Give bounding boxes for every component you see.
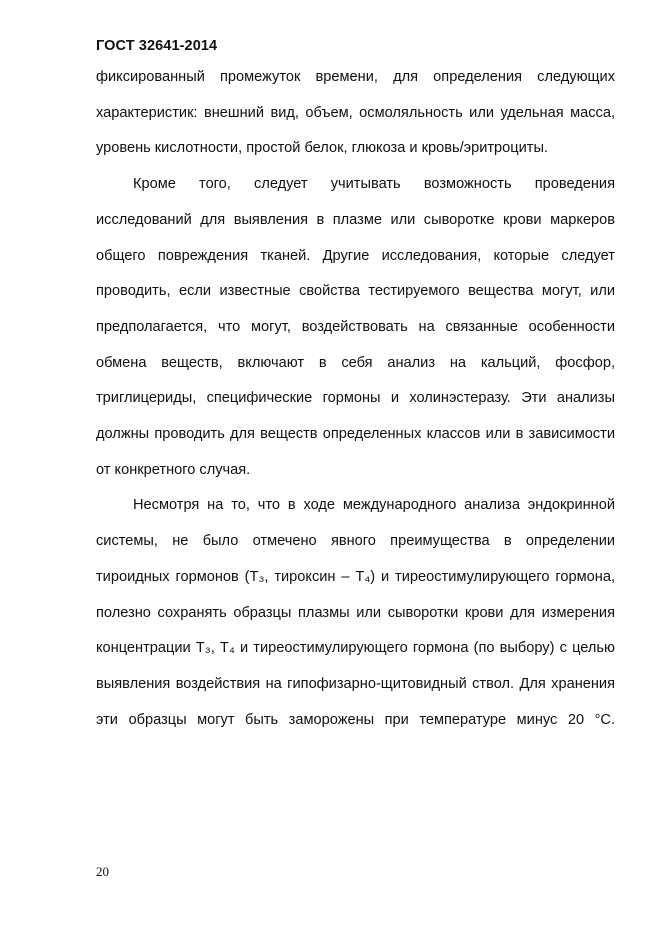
paragraph-thyroid-hormones: Несмотря на то, что в ходе международного анализа эндокринной системы, не было отмечено явного преимущества в определении тироидных гормонов (Т₃, тироксин – Т₄) и тиреостимулирующего гормона, полезно сохранять образцы плазмы или сыворотки крови для измерения концентрации Т₃, Т₄ и тиреостимулирующего гормона (по выбору) с целью выявления воздействия на гипофизарно-щитовидный ствол. Для хранения эти образцы могут быть заморожены при температуре минус 20 °С. bbox=[96, 497, 615, 728]
document-body bbox=[96, 60, 615, 738]
paragraph-tissue-markers: Кроме того, следует учитывать возможность проведения исследований для выявления в плазме или сыворотке крови маркеров общего повреждения тканей. Другие исследования, которые следует проводить, если известные свойства тестируемого вещества могут, или предполагается, что могут, воздействовать на связанные особенности обмена веществ, включают в себя анализ на кальций, фосфор, триглицериды, специфические гормоны и холинэстеразу. Эти анализы должны проводить для веществ определенных классов или в зависимости от конкретного случая. bbox=[96, 176, 615, 478]
page-number: 20 bbox=[96, 864, 109, 879]
paragraph-continuation: фиксированный промежуток времени, для определения следующих характеристик: внешний вид, объем, осмоляльность или удельная масса, уровень кислотности, простой белок, глюкоза и кровь/эритроциты. bbox=[96, 69, 615, 157]
document-header: ГОСТ 32641-2014 bbox=[96, 38, 218, 54]
